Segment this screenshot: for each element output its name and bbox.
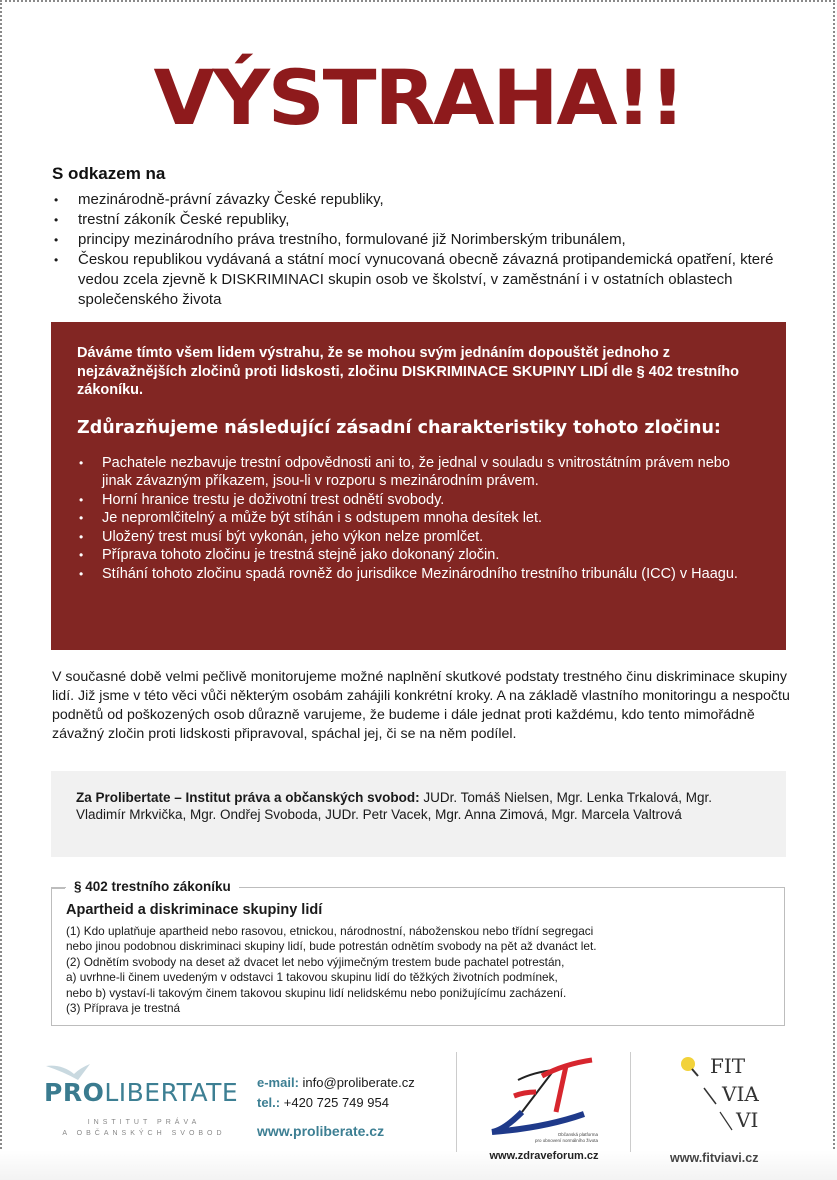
- characteristics-list: [77, 454, 756, 584]
- tagline-line: Občanská platforma: [557, 1132, 598, 1137]
- fit-text: FIT: [710, 1054, 746, 1078]
- list-item: • Stíhání tohoto zločinu spadá rovněž do jurisdikce Mezinárodního trestního tribunálu (ICC) v Haagu.: [77, 565, 756, 584]
- list-item: • Pachatele nezbavuje trestní odpovědnosti ani to, že jednal v souladu s vnitrostátním právem nebo jinak závazným příkazem, jsou-li v rozporu s mezinárodním právem.: [77, 454, 756, 491]
- law-line: (1) Kdo uplatňuje apartheid nebo rasovou, etnickou, národnostní, náboženskou nebo třídní segregaci: [66, 924, 594, 938]
- tel-label: tel.:: [257, 1095, 281, 1110]
- law-line: nebo jinou podobnou diskriminaci skupiny lidí, bude potrestán odnětím svobody na pět až dvanáct let.: [66, 939, 597, 954]
- divider: [456, 1052, 457, 1152]
- list-item: • trestní zákoník České republiky,: [52, 210, 792, 230]
- references-heading: S odkazem na: [52, 164, 166, 183]
- zf-logo-icon: [484, 1052, 604, 1137]
- vi-text: VI: [736, 1108, 759, 1132]
- law-line: nebo b) vystaví-li takovým činem takovou skupinu lidí nelidskému nebo ponižujícímu zacházení.: [66, 985, 567, 1000]
- prolibertate-subtitle: [44, 1117, 244, 1139]
- list-item: • Uložený trest musí být vykonán, jeho výkon nelze promlčet.: [77, 528, 756, 547]
- references-section: [52, 164, 792, 310]
- zf-tagline: [535, 1132, 598, 1144]
- list-item: • mezinárodně-právní závazky České republiky,: [52, 190, 792, 210]
- zdraveforum-web-link[interactable]: www.zdraveforum.cz: [489, 1150, 599, 1162]
- tel-value: +420 725 749 954: [283, 1095, 389, 1110]
- list-item: • Je nepromlčitelný a může být stíhán i s odstupem mnoha desítek let.: [77, 509, 756, 528]
- tagline-line: pro obnovení normálního života: [534, 1138, 598, 1143]
- law-excerpt-box: [51, 879, 785, 1026]
- list-item: • Českou republikou vydávaná a státní mocí vynucovaná obecně závazná protipandemická opatření, které vedou zcela zjevně k DISKRIMINACI skupin osob ve školství, v zaměstnání i v ostatních oblastech společenského života: [52, 250, 792, 310]
- references-list: [52, 190, 792, 310]
- law-line: a) uvrhne-li činem uvedeným v odstavci 1 takovou skupinu lidí do těžkých životních podmínek,: [66, 970, 558, 985]
- email-link[interactable]: info@proliberate.cz: [302, 1075, 415, 1090]
- fitviavi-logo: [670, 1050, 780, 1165]
- signers-label: Za Prolibertate – Institut práva a občanských svobod:: [76, 790, 420, 805]
- warning-lead: Dáváme tímto všem lidem výstrahu, že se mohou svým jednáním dopouštět jednoho z nejzávažnějších zločinů proti lidskosti, zločinu DISKRIMINACE SKUPINY LIDÍ dle § 402 trestního zákoníku.: [77, 345, 740, 398]
- subtitle-line: INSTITUT PRÁVA: [87, 1119, 201, 1126]
- law-title: Apartheid a diskriminace skupiny lidí: [66, 902, 323, 918]
- law-line: (2) Odnětím svobody na deset až dvacet let nebo výjimečným trestem bude pachatel potrestán,: [66, 954, 565, 969]
- list-item: • Horní hranice trestu je doživotní trest odnětí svobody.: [77, 491, 756, 510]
- law-line: (3) Příprava je trestná: [66, 1001, 181, 1016]
- signers-names: JUDr. Tomáš Nielsen, Mgr. Lenka Trkalová, Mgr. Vladimír Mrkvička, Mgr. Ondřej Svoboda, JUDr. Petr Vacek, Mgr. Anna Zimová, Mgr. Marcela Valtrová: [76, 790, 712, 822]
- zdraveforum-logo: [484, 1052, 604, 1162]
- divider: [630, 1052, 631, 1152]
- subtitle-line: A OBČANSKÝCH SVOBOD: [62, 1130, 226, 1137]
- logo-bold-part: PRO: [44, 1078, 105, 1107]
- legend-dash: [51, 888, 65, 889]
- email-label: e-mail:: [257, 1075, 299, 1090]
- monitoring-paragraph: V současné době velmi pečlivě monitorujeme možné naplnění skutkové podstaty trestného činu diskriminace skupiny lidí. Již jsme v této věci vůči některým osobám zahájili konkrétní kroky. A na základě vlastního monitoringu a nespočtu podnětů od poškozených osob důrazně varujeme, že budeme i dále jednat proti každému, kdo tento mimořádně závažný zločin proti lidskosti připravoval, spáchal jej, či se na něm podílel.: [52, 669, 790, 742]
- via-text: VIA: [722, 1082, 759, 1106]
- footer: [0, 1040, 837, 1170]
- list-item: • principy mezinárodního práva trestního, formulované již Norimberským tribunálem,: [52, 230, 792, 250]
- fitviavi-web-link[interactable]: www.fitviavi.cz: [670, 1151, 759, 1165]
- prolibertate-logo: [44, 1068, 244, 1139]
- contact-info: [257, 1073, 415, 1141]
- law-legend: § 402 trestního zákoníku: [66, 879, 239, 894]
- signers-box: [51, 771, 786, 857]
- page-title: VÝSTRAHA!!: [153, 53, 684, 142]
- prolibertate-web-link[interactable]: www.proliberate.cz: [257, 1123, 385, 1139]
- bird-wing-icon: [44, 1062, 104, 1084]
- warning-box: [51, 322, 786, 650]
- logo-rest-part: LIBERTATE: [104, 1078, 239, 1107]
- list-item: • Příprava tohoto zločinu je trestná stejně jako dokonaný zločin.: [77, 546, 756, 565]
- warning-heading: Zdůrazňujeme následující zásadní charakteristiky tohoto zločinu:: [77, 417, 721, 438]
